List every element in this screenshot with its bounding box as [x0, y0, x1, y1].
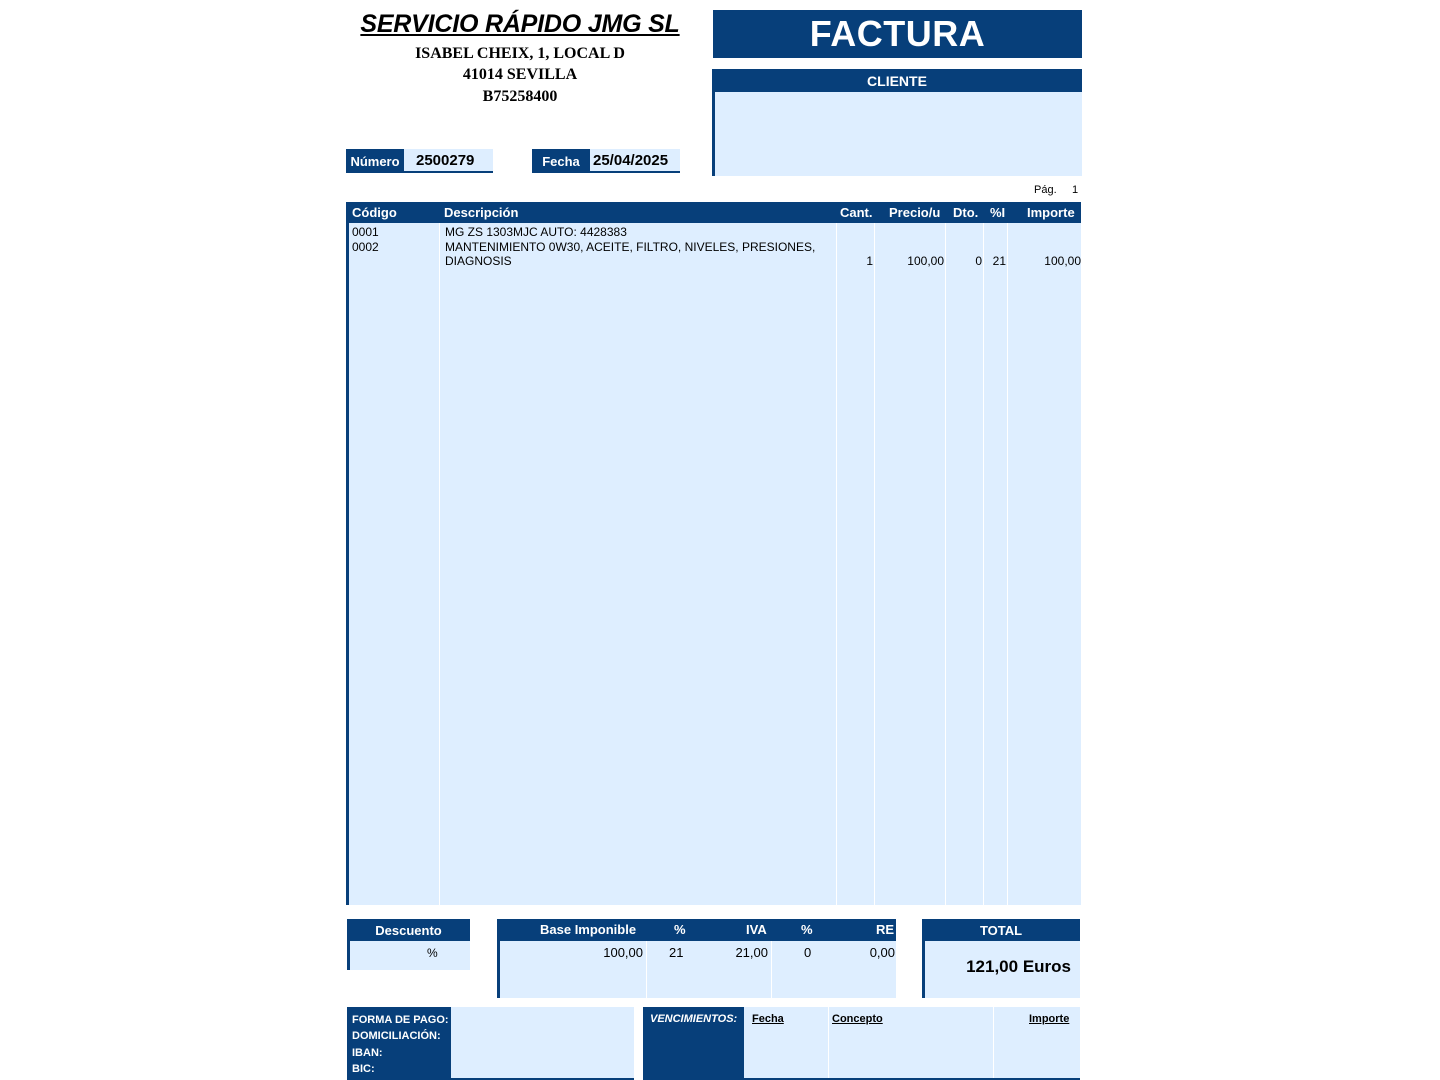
invoice-date-label: Fecha [532, 149, 590, 173]
invoice-date-value: 25/04/2025 [590, 149, 680, 173]
row-2-descripcion-line-2: DIAGNOSIS [445, 254, 512, 268]
discount-percent-symbol: % [427, 946, 438, 960]
total-header: TOTAL [922, 919, 1080, 941]
page-number: 1 [1072, 184, 1079, 196]
row-2-cant: 1 [866, 254, 873, 268]
payment-labels [347, 1007, 451, 1080]
row-2-iva: 21 [992, 254, 1006, 268]
column-divider [1007, 223, 1008, 905]
company-city: 41014 SEVILLA [462, 66, 578, 83]
document-title: FACTURA [713, 10, 1082, 58]
row-2-descripcion-line-1: MANTENIMIENTO 0W30, ACEITE, FILTRO, NIVELES, PRESIONES, [445, 239, 816, 254]
due-dates-box [744, 1007, 1080, 1080]
invoice-number-value: 2500279 [404, 149, 493, 173]
column-divider [828, 1007, 829, 1078]
discount-header: Descuento [347, 919, 470, 941]
header-dto: Dto. [953, 205, 979, 220]
base-imponible-value: 100,00 [603, 945, 643, 960]
row-2-importe: 100,00 [1044, 254, 1081, 268]
discount-box [347, 941, 470, 970]
invoice-number-label: Número [346, 149, 404, 173]
client-header: CLIENTE [712, 69, 1082, 92]
payment-method-label: FORMA DE PAGO: [352, 1014, 449, 1026]
due-dates-label: VENCIMIENTOS: [643, 1007, 744, 1080]
company-tax-id: B75258400 [482, 88, 558, 105]
client-box [712, 92, 1082, 176]
header-base-imponible: Base Imponible [540, 922, 637, 937]
company-name: SERVICIO RÁPIDO JMG SL [360, 10, 680, 38]
bic-label: BIC: [352, 1063, 375, 1076]
payment-values-box [451, 1007, 634, 1080]
header-re-amount: RE [876, 922, 895, 937]
header-iva-percent: % [674, 922, 686, 937]
due-amount-header: Importe [1029, 1013, 1070, 1025]
due-date-header: Fecha [752, 1013, 784, 1025]
column-divider [771, 941, 772, 998]
header-iva-amount: IVA [746, 922, 767, 937]
column-divider [874, 223, 875, 905]
re-amount-value: 0,00 [869, 945, 895, 960]
total-amount: 121,00 Euros [966, 957, 1071, 976]
tax-base-box [497, 941, 896, 998]
row-2-codigo: 0002 [352, 239, 379, 254]
company-address: ISABEL CHEIX, 1, LOCAL D [415, 45, 625, 62]
items-table-body [346, 223, 1081, 905]
column-divider [646, 941, 647, 998]
header-importe: Importe [1027, 205, 1075, 220]
iva-amount-value: 21,00 [735, 945, 768, 960]
header-descripcion: Descripción [444, 205, 519, 220]
column-divider [983, 223, 984, 905]
header-cant: Cant. [840, 205, 873, 220]
column-divider [945, 223, 946, 905]
page-label: Pág. [1034, 184, 1057, 196]
due-concept-header: Concepto [832, 1013, 883, 1025]
re-percent-value: 0 [804, 945, 812, 960]
row-1-codigo: 0001 [352, 225, 379, 239]
column-divider [836, 223, 837, 905]
row-1-descripcion: MG ZS 1303MJC AUTO: 4428383 [445, 225, 627, 239]
column-divider [993, 1007, 994, 1078]
row-2-precio: 100,00 [907, 254, 944, 268]
header-re-percent: % [801, 922, 813, 937]
items-table-header [346, 202, 1081, 223]
row-2-dto: 0 [975, 254, 982, 268]
iva-percent-value: 21 [669, 945, 684, 960]
direct-debit-label: DOMICILIACIÓN: [352, 1030, 441, 1043]
header-iva: %I [990, 205, 1006, 220]
header-precio: Precio/u [889, 205, 941, 220]
header-codigo: Código [352, 205, 397, 220]
total-box [922, 941, 1080, 998]
tax-base-header [497, 919, 896, 941]
iban-label: IBAN: [352, 1046, 383, 1059]
column-divider [439, 223, 440, 905]
